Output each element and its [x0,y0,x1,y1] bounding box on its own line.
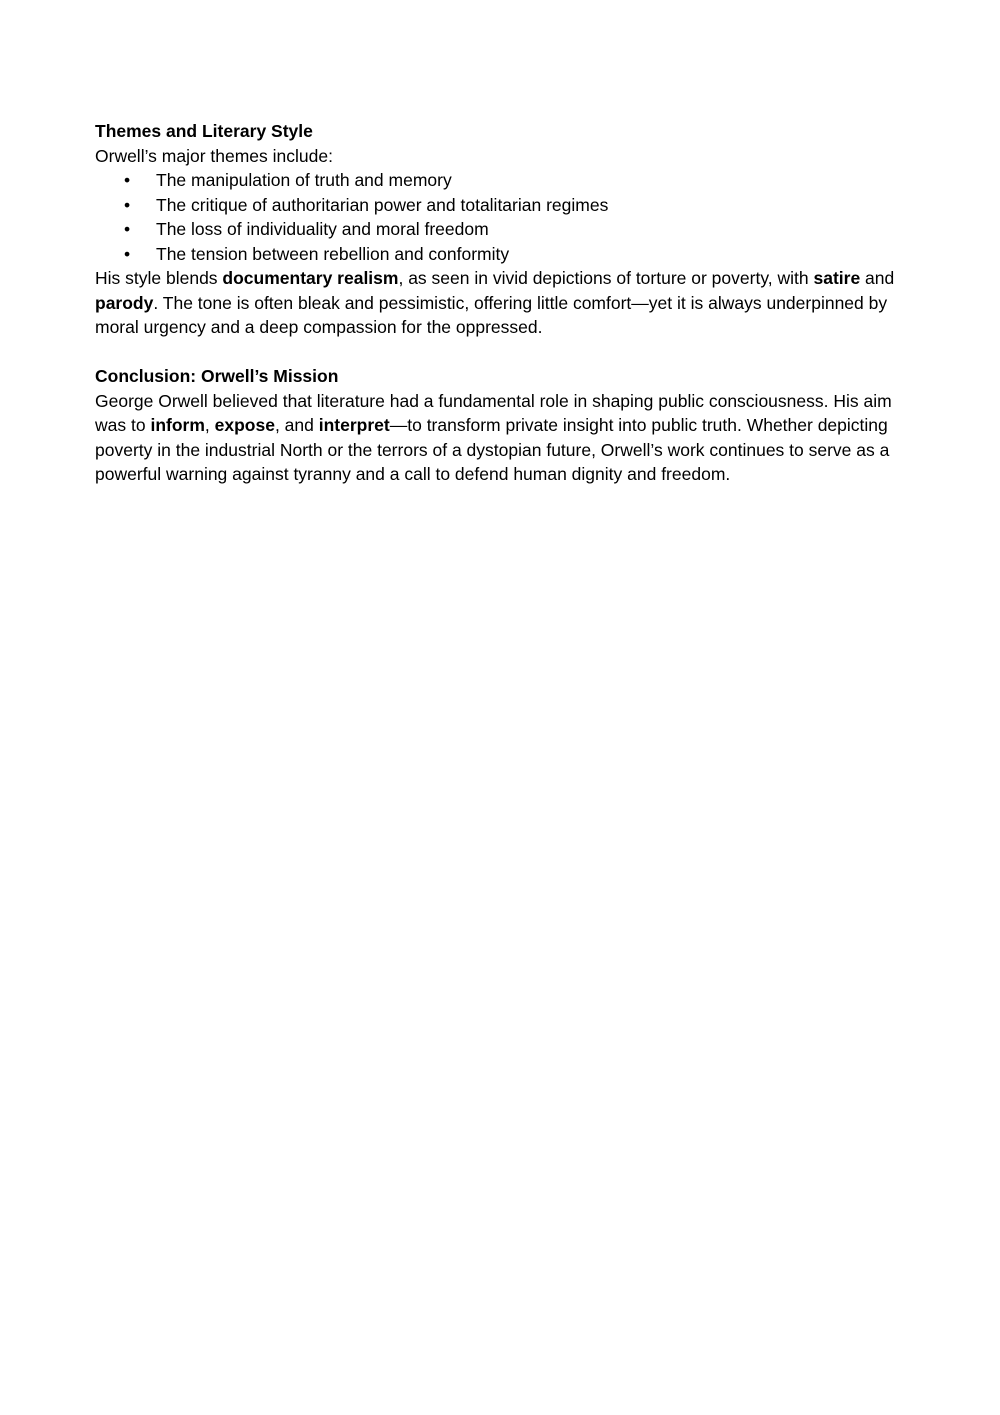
bullet-icon: • [124,243,131,264]
conclusion-text-1: George Orwell believed that literature had a fundamental role in shaping public consciousness. His aim was to [95,390,892,435]
style-bold-satire: satire [813,268,861,288]
conclusion-paragraph [95,389,910,487]
style-text-4: . The tone is often bleak and pessimistic, offering little comfort—yet it is always underpinned by moral urgency and a deep compassion for the oppressed. [95,292,888,337]
themes-list [95,168,910,266]
style-text-1: His style blends [95,268,223,288]
list-item [95,193,910,218]
bullet-icon: • [124,170,131,190]
list-item-text: The manipulation of truth and memory [156,170,452,190]
bullet-icon: • [124,194,131,215]
list-item [95,242,910,267]
conclusion-heading: Conclusion: Orwell’s Mission [95,366,339,386]
conclusion-text-3: , and [274,415,319,435]
conclusion-bold-expose: expose [214,415,275,435]
style-text-3: and [860,268,895,288]
bullet-icon: • [124,219,131,239]
themes-heading: Themes and Literary Style [95,121,313,141]
list-item-text: The tension between rebellion and conformity [156,243,510,264]
document-page [95,119,910,487]
list-item [95,168,910,193]
style-paragraph [95,266,910,340]
themes-intro: Orwell’s major themes include: [95,145,333,166]
list-item [95,217,910,242]
conclusion-bold-inform: inform [150,415,205,435]
style-bold-documentary-realism: documentary realism [222,268,399,288]
style-bold-parody: parody [95,292,154,313]
paragraph-spacer [95,340,910,365]
conclusion-text-2: , [204,415,215,435]
list-item-text: The loss of individuality and moral freedom [156,219,489,239]
conclusion-bold-interpret: interpret [318,415,390,435]
conclusion-text-4: —to transform private insight into public truth. Whether depicting poverty in the industrial North or the terrors of a dystopian future, Orwell’s work continues to serve as a powerful warning against tyranny and a call to defend human dignity and freedom. [95,415,890,484]
style-text-2: , as seen in vivid depictions of torture or poverty, with [398,268,814,288]
list-item-text: The critique of authoritarian power and totalitarian regimes [156,194,609,215]
